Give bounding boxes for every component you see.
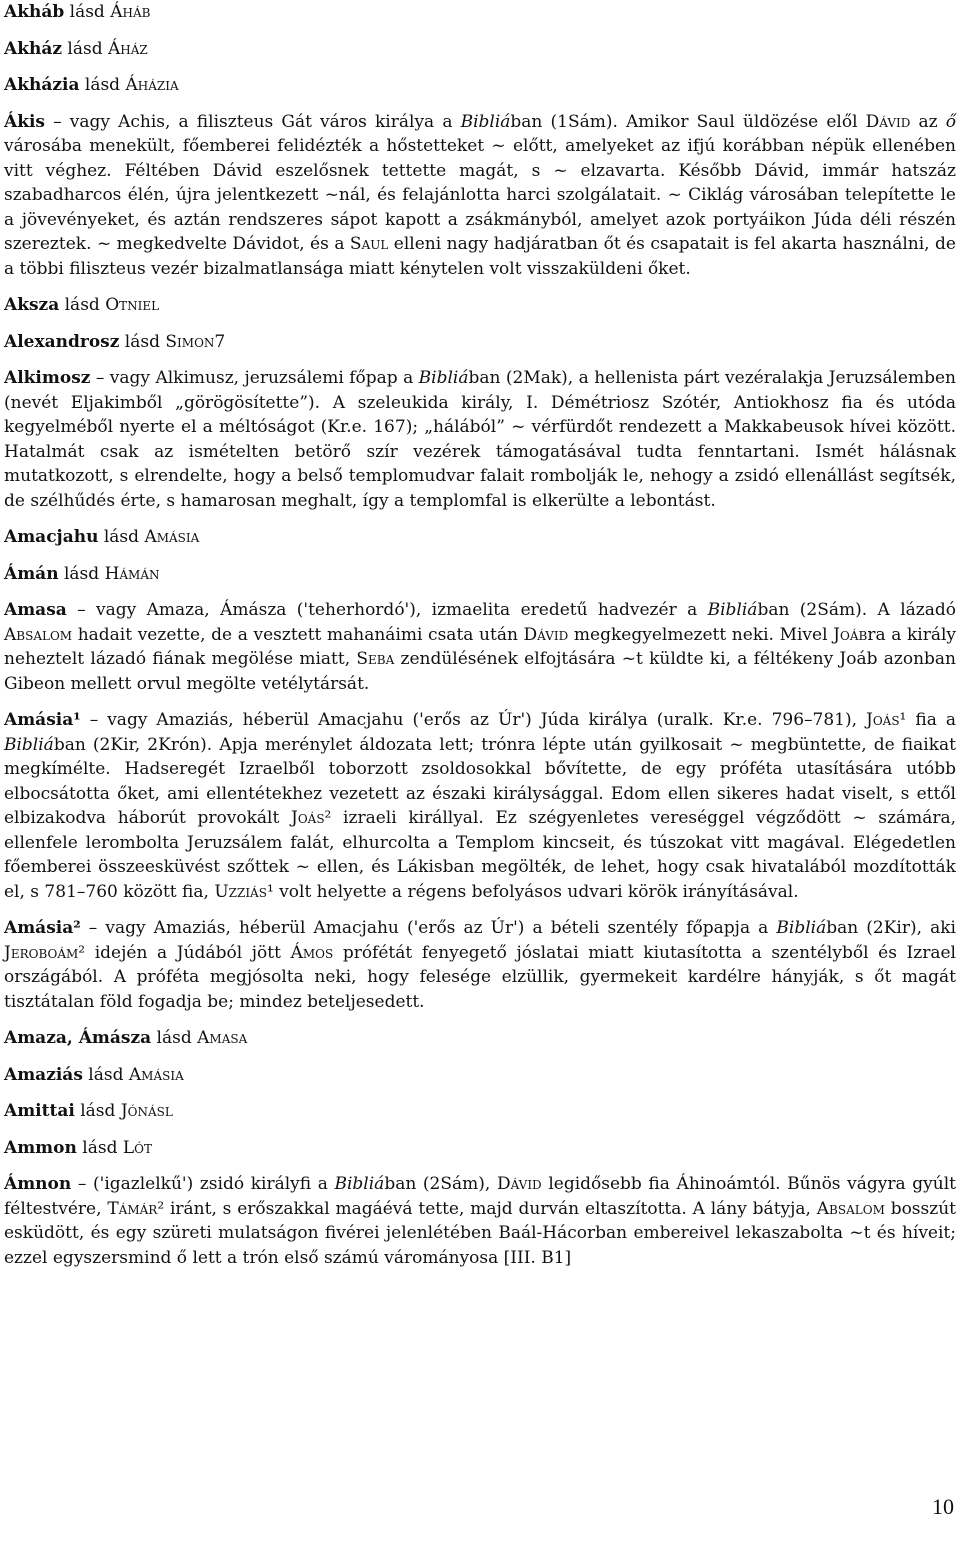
entry-gap (4, 318, 956, 330)
entry-text: 7 (214, 331, 226, 352)
dictionary-entry (4, 1099, 956, 1124)
entry-gap (4, 25, 956, 37)
entry-text: városába menekült, főemberei felidézték a hőstetteket ~ előtt, amelyeket az ifjú korábban népük ellenében vitt véghez. Féltében Dávid eszelősnek tettette magát, s ~ elzavarta. Később Dávid, immár hatszáz szabadharcos élén, újra jelentkezett ~nál, és felajánlotta harci szolgálatait. ~ Ciklág városában telepítette le a jövevényeket, és aztán rendszeres sápot kapott a zsákmányból, amelyet azok portyáikon Júda déli részén szereztek. ~ megkedvelte Dávidot, és a (4, 136, 956, 254)
italic-text: Bibliá (334, 1174, 385, 1194)
entry-headword: Amasa (4, 600, 67, 620)
entry-text: lásd (58, 563, 105, 584)
dictionary-entry (4, 73, 956, 98)
entry-headword: Alexandrosz (4, 331, 120, 352)
cross-reference: Jeroboám² (4, 942, 86, 963)
page-number: 10 (932, 1494, 954, 1519)
dictionary-entry (4, 1172, 956, 1270)
dictionary-entry (4, 916, 956, 1014)
entry-gap (4, 550, 956, 562)
dictionary-entry (4, 0, 956, 25)
entry-headword: Alkimosz (4, 368, 91, 388)
cross-reference: Otniel (105, 295, 160, 315)
cross-reference: Dávid (865, 111, 911, 132)
entry-headword: Akházia (4, 75, 80, 95)
entry-headword: Ámnon (4, 1174, 72, 1194)
entry-text: lásd (82, 1064, 129, 1085)
entry-text: lásd (76, 1137, 123, 1158)
entry-text: lásd (119, 331, 166, 352)
entry-headword: Amásia² (4, 918, 81, 938)
cross-reference: Jónásl (120, 1101, 173, 1121)
dictionary-entry (4, 37, 956, 62)
entry-text: lásd (74, 1101, 121, 1121)
entry-headword: Aksza (4, 295, 60, 315)
cross-reference: Támár² (107, 1198, 165, 1219)
entry-text: – vagy Achis, a filiszteus Gát város királya a (45, 111, 461, 132)
entry-headword: Ákis (4, 111, 45, 132)
dictionary-entry (4, 1136, 956, 1161)
cross-reference: Hámán (104, 563, 160, 584)
cross-reference: Lót (122, 1137, 153, 1158)
entry-gap (4, 1087, 956, 1099)
dictionary-entry (4, 525, 956, 550)
entry-text: ra a király neheztelt lázadó fiának megölése miatt, (4, 624, 957, 669)
italic-text: Bibliá (707, 600, 758, 620)
cross-reference: Ámos (290, 942, 334, 963)
dictionary-entry (4, 110, 956, 282)
entry-headword: Amacjahu (4, 527, 99, 547)
entry-gap (4, 354, 956, 366)
entry-text: elleni nagy hadjáratban őt és csapatait is fel akarta használni, de a többi filiszteus vezér bizalmatlansága miatt kénytelen volt visszaküldeni őket. (4, 234, 956, 279)
entry-headword: Ammon (4, 1137, 77, 1158)
entry-text: lásd (98, 527, 145, 547)
cross-reference: Áháb (110, 2, 151, 22)
dictionary-entry (4, 330, 956, 355)
cross-reference: Absalom (4, 624, 73, 645)
entry-gap (4, 904, 956, 916)
entry-text: az (910, 111, 946, 132)
italic-text: Bibliá (460, 111, 511, 132)
entry-text: megkegyelmezett neki. Mivel (568, 624, 834, 645)
entry-text: – vagy Amaziás, héberül Amacjahu ('erős az Úr') a bételi szentély főpapja a (80, 918, 777, 938)
cross-reference: Uzziás¹ (214, 881, 274, 902)
italic-text: Bibliá (4, 734, 54, 755)
entry-text: legidősebb fia Áhinoámtól. Bűnös vágyra gyúlt féltestvére, (4, 1174, 956, 1219)
cross-reference: Saul (349, 234, 389, 254)
cross-reference: Joás¹ (866, 710, 907, 730)
dictionary-entry (4, 1063, 956, 1088)
cross-reference: Áházia (125, 75, 179, 95)
entry-text: hadait vezette, de a vesztett mahanáimi csata után (72, 624, 524, 645)
italic-text: Bibliá (418, 368, 469, 388)
entry-headword: Akháb (4, 2, 65, 22)
entry-gap (4, 586, 956, 598)
entry-text: – vagy Alkimusz, jeruzsálemi főpap a (90, 368, 419, 388)
entry-text: lásd (59, 295, 106, 315)
entry-text: izraeli királlyal. Ez szégyenletes vereséggel végződött ~ számára, ellenfele lerombolta Jeruzsálem falát, elhurcolta a Templom kincseit, és túszokat vitt magával. Elégedetlen főemberei összeesküvést szőttek ~ ellen, és Lákisban megölték, de lehet, hogy csak hivatalából mozdították el, s 781–760 között fia, (4, 808, 956, 902)
dictionary-entry (4, 562, 956, 587)
entry-text: iránt, s erőszakkal magáévá tette, majd durván eltaszította. A lány bátyja, (164, 1198, 817, 1219)
cross-reference: Áház (108, 38, 148, 59)
entry-text: – ('igazlelkű') zsidó királyfi a (71, 1174, 335, 1194)
entry-text: ban (2Mak), a hellenista párt vezéralakja Jeruzsálemben (nevét Eljakimből „görögösítette”). A szeleukida király, I. Démétriosz Szótér, Antiokhosz fia és utóda kegyelméből nyerte el a méltóságot (Kr.e. 167); „hálából” ~ vérfürdőt rendezett a Makkabeusok hívei között. Hatalmát csak az ismételten betörő szír vezérek támogatásával tudta fenntartani. Ismét hálásnak mutatkozott, s elrendelte, hogy a belső templomudvar falait rombolják le, nehogy a zsidó ellenállást segítsék, de szélhűdés érte, s hamarosan meghalt, így a templomfal is elkerülte a lebontást. (4, 368, 956, 511)
dictionary-entry (4, 1026, 956, 1051)
entry-text: idején a Júdából jött (85, 942, 291, 963)
entry-text: ban (2Kir), aki (826, 918, 956, 938)
entry-headword: Amaza, Ámásza (4, 1028, 152, 1048)
entry-headword: Akház (4, 38, 62, 59)
entry-gap (4, 1014, 956, 1026)
entry-text: ban (2Sám), (384, 1174, 497, 1194)
cross-reference: Joás² (291, 808, 332, 828)
entry-gap (4, 513, 956, 525)
italic-text: ő (945, 111, 956, 132)
cross-reference: Simon (165, 331, 215, 352)
entry-gap (4, 1124, 956, 1136)
cross-reference: Amásia (128, 1064, 184, 1085)
cross-reference: Amasa (197, 1028, 248, 1048)
cross-reference: Dávid (496, 1174, 542, 1194)
entry-gap (4, 61, 956, 73)
entry-text: ban (2Kir, 2Krón). Apja merénylet áldozata lett; trónra lépte után gyilkosait ~ megbüntette, de fiaikat megkímélte. Hadseregét Izraelből toborzott zsoldosokkal bővítette, de egy próféta utasítására utóbb elbocsátotta őket, ami ellentétekhez vezetett az északi királysággal. Edom ellen sikeres hadat viselt, s ettől elbizakodva háborút provokált (4, 734, 956, 828)
italic-text: Bibliá (776, 918, 827, 938)
entry-gap (4, 98, 956, 110)
dictionary-entry (4, 598, 956, 696)
entry-text: lásd (151, 1028, 198, 1048)
entry-text: lásd (64, 2, 111, 22)
entry-gap (4, 1160, 956, 1172)
dictionary-entry (4, 293, 956, 318)
entry-text: volt helyette a régens befolyásos udvari körök irányításával. (273, 881, 799, 902)
entry-text: lásd (62, 38, 108, 59)
cross-reference: Joáb (833, 624, 868, 645)
entry-headword: Amásia¹ (4, 710, 81, 730)
dictionary-page (4, 0, 956, 1270)
entry-headword: Amittai (4, 1101, 75, 1121)
entry-text: – vagy Amaziás, héberül Amacjahu ('erős az Úr') Júda királya (uralk. Kr.e. 796–781), (80, 710, 867, 730)
dictionary-entry (4, 366, 956, 513)
entry-text: – vagy Amaza, Ámásza ('teherhordó'), izmaelita eredetű hadvezér a (66, 600, 708, 620)
entry-gap (4, 281, 956, 293)
cross-reference: Seba (356, 649, 395, 669)
entry-text: ban (2Sám). A lázadó (757, 600, 956, 620)
entry-text: zendülésének elfojtására ~t küldte ki, a féltékeny Joáb azonban Gibeon mellett orvul megölte vetélytársát. (4, 649, 956, 694)
cross-reference: Dávid (523, 624, 569, 645)
cross-reference: Absalom (816, 1198, 885, 1219)
entry-gap (4, 1051, 956, 1063)
dictionary-entry (4, 708, 956, 904)
entry-text: fia a (906, 710, 956, 730)
entry-text: prófétát fenyegető jóslatai miatt kiutasította a szentélyből és Izrael országából. A próféta megjósolta neki, hogy felesége elzüllik, gyermekeit kardélre hányják, s őt magát tisztátalan föld fogadja be; mindez beteljesedett. (4, 942, 956, 1012)
entry-headword: Amaziás (4, 1064, 83, 1085)
entry-headword: Ámán (4, 563, 59, 584)
entry-text: ban (1Sám). Amikor Saul üldözése elől (510, 111, 866, 132)
entry-gap (4, 696, 956, 708)
entry-text: lásd (79, 75, 126, 95)
cross-reference: Amásia (144, 527, 200, 547)
entry-list (4, 0, 956, 1270)
entry-text: bosszút esküdött, és egy szüreti mulatságon fivérei jelenlétében Baál-Hácorban embereivel lekaszabolta ~t és híveit; ezzel egyszersmind ő lett a trón első számú várományosa [III. B1] (4, 1198, 956, 1268)
